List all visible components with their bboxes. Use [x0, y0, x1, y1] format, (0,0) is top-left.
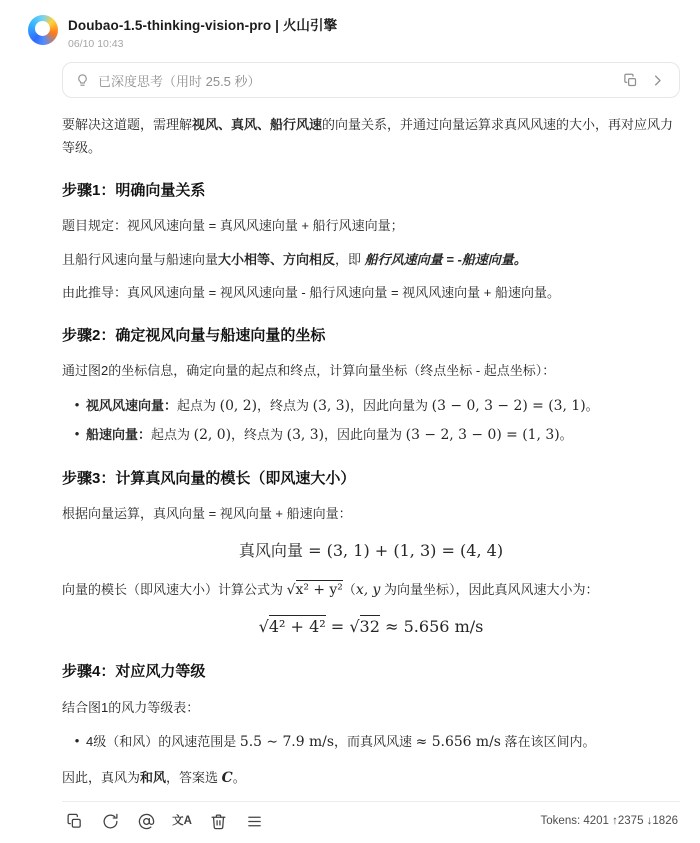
text-segment: 因此，真风为	[62, 769, 141, 785]
text-segment: 船行风速向量 = -船速向量。	[364, 251, 527, 267]
text-segment: 。	[585, 398, 599, 413]
text-segment: 题目规定：视风风速向量 = 真风风速向量 + 船行风速向量；	[62, 217, 404, 233]
bullet-item	[62, 423, 680, 447]
section-heading	[62, 323, 680, 349]
paragraph	[62, 578, 680, 602]
math-segment: (3, 3)	[286, 427, 325, 444]
model-title: Doubao-1.5-thinking-vision-pro | 火山引擎	[68, 18, 338, 33]
bullet-text	[86, 394, 680, 418]
menu-icon[interactable]	[244, 811, 264, 831]
math-segment: ≈ 5.656 m/s	[415, 734, 501, 751]
chevron-right-icon[interactable]	[648, 71, 667, 90]
thinking-label: 已深度思考（用时 25.5 秒）	[98, 73, 261, 89]
regenerate-icon[interactable]	[100, 811, 120, 831]
text-segment: 为向量坐标），因此真风风速大小为：	[380, 581, 599, 597]
copy-icon[interactable]	[64, 811, 84, 831]
header-text	[68, 14, 337, 50]
bullet-item	[62, 394, 680, 418]
paragraph	[62, 766, 680, 790]
paragraph	[62, 282, 680, 305]
math-segment: ≈ 5.656 m/s	[379, 617, 484, 637]
text-segment: ，答案选	[166, 769, 222, 785]
section-heading	[62, 466, 680, 492]
text-segment: 要解决这道题，需理解	[62, 117, 193, 132]
text-segment: 4级（和风）的风速范围是	[86, 734, 240, 750]
doubao-logo-icon	[28, 15, 58, 45]
math-segment: x, y	[355, 581, 381, 598]
bullet-marker: •	[74, 426, 80, 442]
token-usage: Tokens: 4201 ↑2375 ↓1826	[540, 815, 678, 828]
text-segment: 由此推导：真风风速向量 = 视风风速向量 - 船行风速向量 = 视风风速向量 + 船速向量。	[62, 285, 560, 301]
message-toolbar	[64, 811, 264, 831]
math-segment: (3, 3)	[312, 398, 351, 414]
text-segment: 步骤4：对应风力等级	[62, 663, 206, 681]
bullet-text	[86, 423, 680, 447]
deep-thinking-bar[interactable]	[62, 62, 680, 98]
text-segment: 步骤3：计算真风向量的模长（即风速大小）	[62, 469, 356, 487]
paragraph	[62, 503, 680, 526]
math-segment: (0, 2)	[219, 398, 258, 414]
translate-glyph: 文A	[172, 815, 192, 828]
math-segment: (2, 0)	[193, 427, 232, 444]
assistant-message-body	[62, 98, 680, 801]
paragraph	[62, 249, 680, 272]
text-segment: 船速向量：	[86, 427, 152, 443]
text-segment: 落在该区间内。	[500, 734, 596, 750]
section-heading	[62, 178, 680, 204]
math-segment: (3 − 0, 3 − 2) = (3, 1)	[431, 398, 586, 414]
timestamp: 06/10 10:43	[68, 38, 124, 50]
delete-icon[interactable]	[208, 811, 228, 831]
math-segment: 真风向量 = (3, 1) + (1, 3) = (4, 4)	[238, 540, 504, 560]
message-footer	[62, 801, 680, 843]
math-formula	[62, 613, 680, 641]
text-segment: ，而真风风速	[334, 734, 416, 750]
text-segment: 的向量关系，并通过向量运算求真风风速的大小，再对应风力等级。	[62, 117, 674, 155]
text-segment: 和风	[140, 769, 167, 785]
paragraph	[62, 215, 680, 238]
text-segment: 步骤2：确定视风向量与船速向量的坐标	[62, 327, 326, 344]
lightbulb-icon	[75, 73, 90, 88]
translate-icon[interactable]	[172, 811, 192, 831]
text-segment: 步骤1：明确向量关系	[62, 181, 206, 199]
text-segment: ，因此向量为	[350, 398, 432, 413]
text-segment: ，即	[335, 251, 365, 267]
paragraph	[62, 360, 680, 383]
paragraph	[62, 697, 680, 720]
text-segment: 根据向量运算，真风向量 = 视风向量 + 船速向量：	[62, 505, 352, 521]
copy-icon[interactable]	[621, 71, 640, 90]
message-header	[0, 0, 700, 50]
sqrt-expression: √x² + y²	[286, 581, 343, 598]
math-segment: =	[325, 617, 350, 637]
math-segment: C	[221, 769, 233, 786]
text-segment: 。	[232, 769, 246, 785]
text-segment: ，因此向量为	[324, 427, 406, 443]
bullet-item	[62, 730, 680, 754]
section-heading	[62, 659, 680, 685]
math-segment: 5.5 ∼ 7.9 m/s	[239, 734, 334, 751]
text-segment: 结合图1的风力等级表：	[62, 699, 200, 715]
text-segment: ，终点为	[257, 398, 313, 413]
text-segment: 。	[559, 427, 573, 443]
math-formula	[62, 537, 680, 565]
text-segment: 通过图2的坐标信息，确定向量的起点和终点，计算向量坐标（终点坐标 - 起点坐标）：	[62, 363, 556, 379]
bullet-text	[86, 730, 680, 754]
paragraph	[62, 114, 680, 160]
bullet-marker: •	[74, 397, 80, 412]
text-segment: 大小相等、方向相反	[218, 251, 336, 267]
text-segment: ，终点为	[231, 427, 287, 443]
bullet-marker: •	[74, 733, 80, 749]
sqrt-expression: √4² + 4²	[258, 617, 326, 637]
text-segment: 且船行风速向量与船速向量	[62, 251, 219, 267]
mention-icon[interactable]	[136, 811, 156, 831]
text-segment: 向量的模长（即风速大小）计算公式为	[62, 581, 287, 597]
math-segment: (3 − 2, 3 − 0) = (1, 3)	[405, 427, 560, 444]
text-segment: 起点为	[177, 398, 220, 413]
text-segment: 起点为	[151, 427, 194, 443]
sqrt-expression: √32	[349, 617, 380, 637]
text-segment: （	[342, 581, 356, 597]
text-segment: 视风、真风、船行风速	[192, 117, 323, 132]
text-segment: 视风风速向量：	[86, 398, 178, 413]
